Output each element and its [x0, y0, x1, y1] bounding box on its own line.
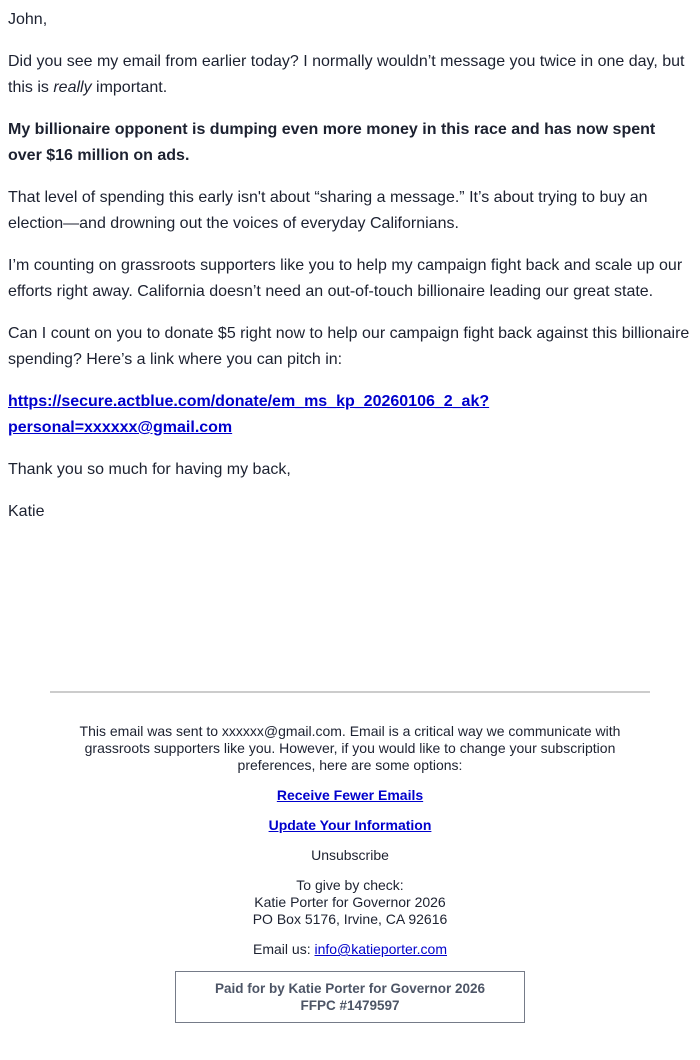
email-us-link[interactable]: info@katieporter.com: [314, 941, 447, 957]
paragraph-billionaire-statement: My billionaire opponent is dumping even more money in this race and has now spent over $16 million on ads.: [8, 121, 656, 164]
spacer: [0, 541, 700, 691]
paragraph-donate-link: [8, 389, 692, 441]
donate-link-line2: personal=xxxxxx@gmail.com: [8, 419, 233, 436]
update-your-information-row: [0, 817, 700, 834]
check-payee: Katie Porter for Governor 2026: [254, 894, 446, 910]
ffpc-number: FFPC #1479597: [300, 998, 400, 1013]
receive-fewer-emails-row: [0, 787, 700, 804]
followup-text-start: Did you see my email from earlier today? I normally wouldn’t message you twice in one day, but this is: [8, 53, 685, 96]
donate-link-line1: https://secure.actblue.com/donate/em_ms_kp_20260106_2_ak?: [8, 393, 490, 410]
signature: Katie: [8, 503, 45, 520]
check-address: PO Box 5176, Irvine, CA 92616: [252, 911, 448, 927]
followup-emphasis: really: [53, 79, 92, 96]
unsubscribe-text[interactable]: Unsubscribe: [311, 847, 389, 863]
email-us-label: Email us:: [253, 941, 315, 957]
email-us-row: [0, 941, 700, 958]
divider: [50, 691, 650, 693]
email-footer: [0, 723, 700, 1023]
paid-for-disclaimer-box: [175, 971, 525, 1023]
update-your-information-link[interactable]: Update Your Information: [268, 817, 432, 833]
give-by-check-block: [0, 877, 700, 928]
greeting: John,: [8, 11, 48, 28]
paragraph-grassroots: I’m counting on grassroots supporters like you to help my campaign fight back and scale up our efforts right away. California doesn’t need an out-of-touch billionaire leading our great state.: [8, 257, 683, 300]
closing-line: Thank you so much for having my back,: [8, 461, 291, 478]
paragraph-followup: [8, 49, 692, 101]
email-body: [0, 0, 700, 525]
paragraph-spending: That level of spending this early isn't about “sharing a message.” It’s about trying to buy an election—and drowning out the voices of everyday Californians.: [8, 189, 648, 232]
paragraph-donation-ask: Can I count on you to donate $5 right now to help our campaign fight back against this billionaire spending? Here’s a link where you can pitch in:: [8, 325, 690, 368]
receive-fewer-emails-link[interactable]: Receive Fewer Emails: [276, 787, 424, 803]
donate-link[interactable]: [8, 389, 692, 441]
footer-disclaimer: This email was sent to xxxxxx@gmail.com. Email is a critical way we communicate with grassroots supporters like you. However, if you would like to change your subscription preferences, here are some options:: [79, 723, 621, 773]
check-instruction: To give by check:: [296, 877, 404, 893]
followup-text-end: important.: [91, 79, 168, 96]
paid-for-text: Paid for by Katie Porter for Governor 2026: [214, 981, 486, 996]
